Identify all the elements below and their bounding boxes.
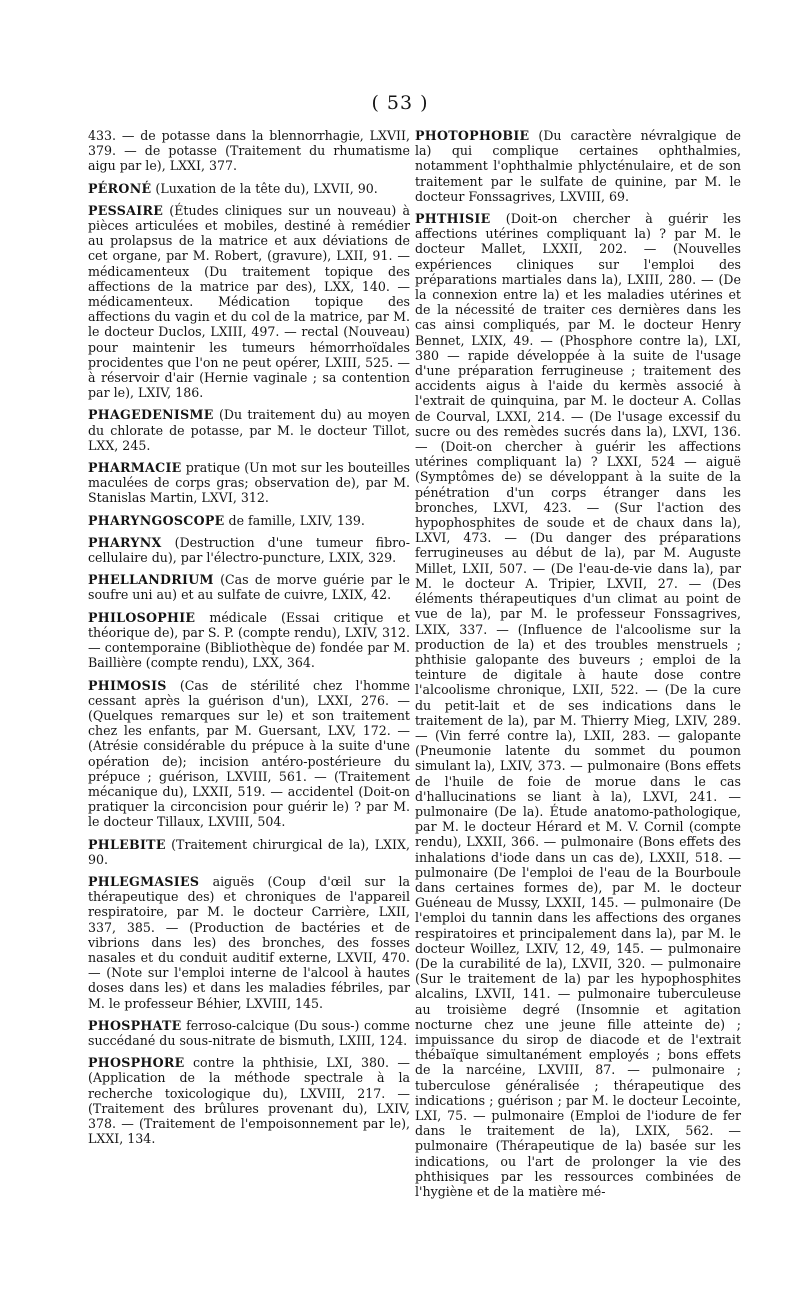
index-entry xyxy=(88,407,410,453)
entry-text: (Cas de stérilité chez l'homme cessant après la guérison d'un), LXXI, 276. — (Quelques remarques sur le) et son traitement chez les enfants, par M. Guersant, LXV, 172. — (Atrésie considérable du prépuce à la suite d'une opération de); incision antéro-postérieure du prépuce ; guérison, LXVIII, 561. — (Traitement mécanique du), LXXII, 519. — accidentel (Doit-on pratiquer la circoncision pour guérir le) ? par M. le docteur Tillaux, LXVIII, 504. xyxy=(88,677,410,830)
entry-headword: PÉRONÉ xyxy=(88,180,152,196)
entry-text: (Luxation de la tête du), LXVII, 90. xyxy=(151,180,378,196)
entry-headword: PHLEBITE xyxy=(88,836,166,852)
entry-text: pratique (Un mot sur les bouteilles maculées de corps gras; observation de), par M. Stanislas Martin, LXVI, 312. xyxy=(88,460,410,506)
entry-text: 433. — de potasse dans la blennorrhagie, LXVII, 379. — de potasse (Traitement du rhumatisme aigu par le), LXXI, 377. xyxy=(88,128,410,174)
index-entry xyxy=(88,181,410,196)
entry-text: (Cas de morve guérie par le soufre uni au) et au sulfate de cuivre, LXIX, 42. xyxy=(88,572,410,603)
entry-text: (Études cliniques sur un nouveau) à pièces articulées et mobiles, destiné à remédier au prolapsus de la matrice et aux déviations de cet organe, par M. Robert, (gravure), LXII, 91. — médicamenteux (Du traitement topique des affections de la matrice par des), LXX, 140. — médicamenteux. Médication topique des affections du vagin et du col de la matrice, par M. le docteur Duclos, LXIII, 497. — rectal (Nouveau) pour maintenir les tumeurs hémorrhoïdales procidentes que l'on ne peut opérer, LXIII, 525. — à réservoir d'air (Hernie vaginale ; sa contention par le), LXIV, 186. xyxy=(88,202,410,401)
left-column xyxy=(88,128,410,1153)
index-entry xyxy=(88,678,410,830)
entry-text: médicale (Essai critique et théorique de), par S. P. (compte rendu), LXIV, 312. — contemporaine (Bibliothèque de) fondée par M. Baillière (compte rendu), LXX, 364. xyxy=(88,609,411,671)
entry-headword: PHIMOSIS xyxy=(88,677,167,693)
entry-text: contre la phthisie, LXI, 380. — (Application de la méthode spectrale à la recherche toxicologique du), LXVIII, 217. — (Traitement des brûlures provenant du), LXIV, 378. — (Traitement de l'empoisonnement par le), LXXI, 134. xyxy=(88,1055,410,1147)
entry-text: (Destruction d'une tumeur fibro-cellulaire du), par l'électro-puncture, LXIX, 329. xyxy=(88,534,410,566)
index-entry xyxy=(88,1018,410,1048)
entry-text: de famille, LXIV, 139. xyxy=(224,512,365,528)
entry-headword: PHLEGMASIES xyxy=(88,873,200,889)
index-entry xyxy=(415,128,741,204)
entry-text: (Du caractère névralgique de la) qui complique certaines ophthalmies, notamment l'ophthalmie phlycténulaire, et de son traitement par le sulfate de quinine, par M. le docteur Fonssagrives, LXVIII, 69. xyxy=(415,128,741,204)
entry-text: (Du traitement du) au moyen du chlorate de potasse, par M. le docteur Tillot, LXX, 245. xyxy=(88,407,410,453)
entry-headword: PHELLANDRIUM xyxy=(88,572,214,588)
entry-headword: PHOSPHORE xyxy=(88,1055,185,1071)
index-entry xyxy=(88,572,410,602)
entry-headword: PHOSPHATE xyxy=(88,1017,182,1033)
index-entry xyxy=(88,535,410,565)
entry-text: (Traitement chirurgical de la), LXIX, 90. xyxy=(88,836,410,867)
entry-headword: PHILOSOPHIE xyxy=(88,609,196,625)
index-entry xyxy=(88,203,410,401)
page-number: ( 53 ) xyxy=(371,92,429,114)
index-entry xyxy=(88,874,410,1011)
index-entry xyxy=(88,513,410,528)
entry-headword: PHARYNX xyxy=(88,534,162,550)
index-entry xyxy=(88,837,410,867)
entry-headword: PHAGEDENISME xyxy=(88,407,214,423)
entry-text: aiguës (Coup d'œil sur la thérapeutique des) et chroniques de l'appareil respiratoire, par M. le docteur Carrière, LXII, 337, 385. — (Production de bactéries et de vibrions dans les) des bronches, des fosses nasales et du conduit auditif externe, LXVII, 470. — (Note sur l'emploi interne de l'alcool à hautes doses dans les) et dans les maladies fébriles, par M. le professeur Béhier, LXVIII, 145. xyxy=(88,873,410,1011)
entry-headword: PESSAIRE xyxy=(88,202,164,218)
index-entry xyxy=(88,460,410,506)
entry-headword: PHOTOPHOBIE xyxy=(415,128,530,143)
right-column xyxy=(415,128,741,1206)
entry-headword: PHARYNGOSCOPE xyxy=(88,512,225,528)
entry-text: (Doit-on chercher à guérir les affections utérines compliquant la) ? par M. le docteur Mallet, LXXII, 202. — (Nouvelles expériences cliniques sur l'emploi des préparations martiales dans la), LXIII, 280. — (De la connexion entre la) et les maladies utérines et de la nécessité de traiter ces dernières dans les cas ainsi compliqués, par M. le docteur Henry Bennet, LXIX, 49. — (Phosphore contre la), LXI, 380 — rapide développée à la suite de l'usage d'une préparation ferrugineuse ; traitement des accidents aigus à l'aide du kermès associé à l'extrait de quinquina, par M. le docteur A. Collas de Courval, LXXI, 214. — (De l'usage excessif du sucre ou des remèdes sucrés dans la), LXVI, 136. — (Doit-on chercher à guérir les affections utérines compliquant la) ? LXXI, 524 — aiguë (Symptômes de) se développant à la suite de la pénétration d'un corps étranger dans les bronches, LXVI, 423. — (Sur l'action des hypophosphites de soude et de chaux dans la), LXVI, 473. — (Du danger des préparations ferrugineuses au début de la), par M. Auguste Millet, LXII, 507. — (De l'eau-de-vie dans la), par M. le docteur A. Tripier, LXVII, 27. — (Des éléments thérapeutiques d'un climat au point de vue de la), par M. le professeur Fonssagrives, LXIX, 337. — (Influence de l'alcoolisme sur la production de la) et des troubles menstruels ; phthisie galopante des buveurs ; emploi de la teinture de digitale à haute dose contre l'alcoolisme chronique, LXII, 522. — (De la cure du petit-lait et de ses indications dans le traitement de la), par M. Thierry Mieg, LXIV, 289. — (Vin ferré contre la), LXII, 283. — galopante (Pneumonie latente du sommet du poumon simulant la), LXIV, 373. — pulmonaire (Bons effets de l'huile de foie de morue dans le cas d'hallucinations se liant à la), LXVI, 241. — pulmonaire (De la). Étude anatomo-pathologique, par M. le docteur Hérard et M. V. Cornil (compte rendu), LXXII, 366. — pulmonaire (Bons effets des inhalations d'iode dans un cas de), LXXII, 518. — pulmonaire (De l'emploi de l'eau de la Bourboule dans certaines formes de), par M. le docteur Guéneau de Mussy, LXXII, 145. — pulmonaire (De l'emploi du tannin dans les affections des organes respiratoires et principalement dans la), par M. le docteur Woillez, LXIV, 12, 49, 145. — pulmonaire (De la curabilité de la), LXVII, 320. — pulmonaire (Sur le traitement de la) par les hypophosphites alcalins, LXVII, 141. — pulmonaire tuberculeuse au troisième degré (Insomnie et agitation nocturne chez une jeune fille atteinte de) ; impuissance du sirop de diacode et de l'extrait thébaïque simultanément employés ; bons effets de la narcéine, LXVIII, 87. — pulmonaire ; tuberculose généralisée ; thérapeutique des indications ; guérison ; par M. le docteur Lecointe, LXI, 75. — pulmonaire (Emploi de l'iodure de fer dans le traitement de la), LXIX, 562. — pulmonaire (Thérapeutique de la) basée sur les indications, ou l'art de prolonger la vie des phthisiques par les ressources combinées de l'hygiène et de la matière mé- xyxy=(415,211,741,1200)
index-entry xyxy=(88,610,410,671)
index-entry xyxy=(88,128,410,174)
entry-headword: PHARMACIE xyxy=(88,460,182,476)
entry-text: ferroso-calcique (Du sous-) comme succédané du sous-nitrate de bismuth, LXIII, 124. xyxy=(88,1017,410,1048)
index-entry xyxy=(88,1055,410,1146)
entry-headword: PHTHISIE xyxy=(415,211,491,227)
index-entry xyxy=(415,211,741,1199)
